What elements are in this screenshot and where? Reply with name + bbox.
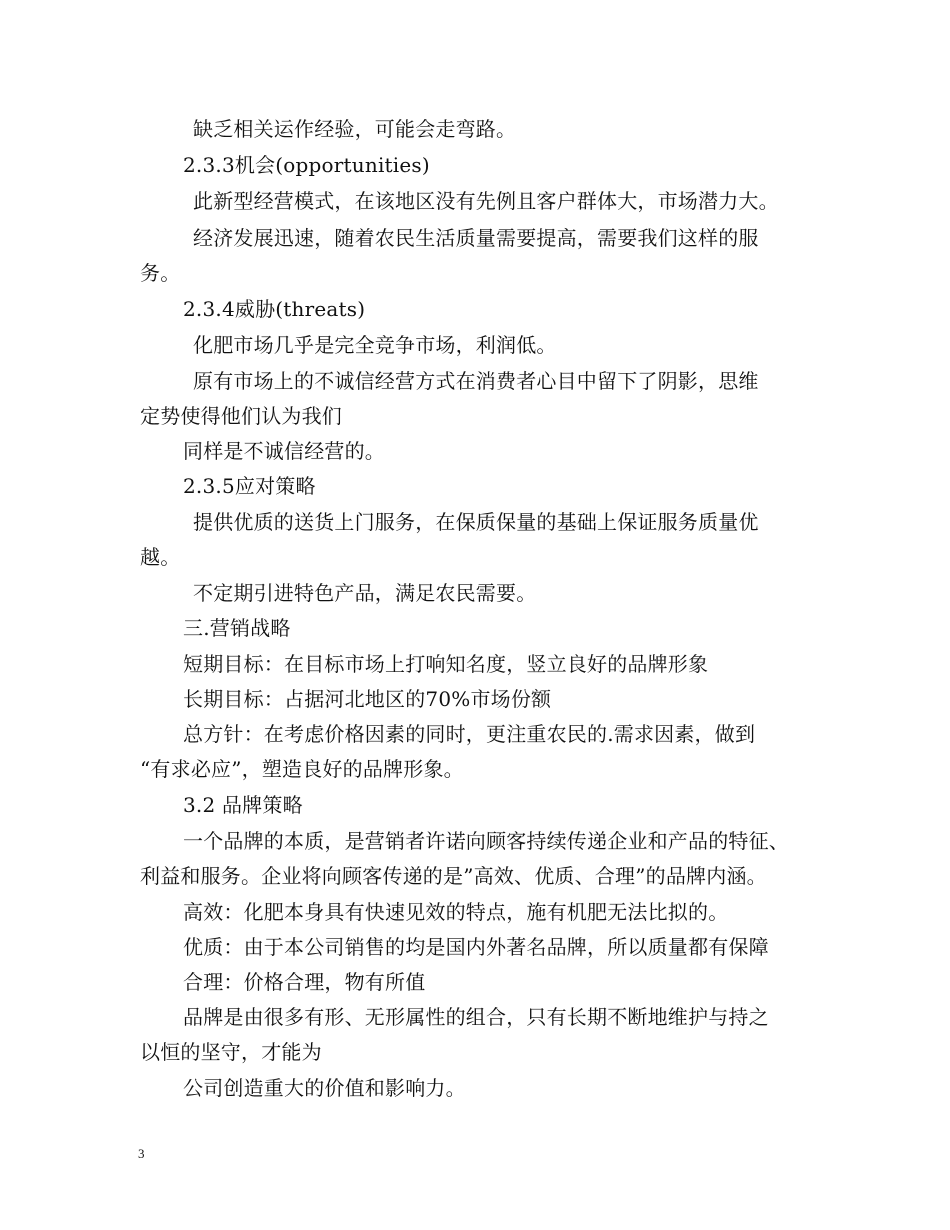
section-heading: 2.3.5应对策略 [183,474,316,498]
section-heading: 三.营销战略 [183,616,291,640]
body-text-line: 长期目标：占据河北地区的70%市场份额 [183,687,552,711]
body-text-line: 公司创造重大的价值和影响力。 [183,1076,466,1100]
section-heading: 2.3.3机会(opportunities) [183,153,430,177]
section-heading: 3.2 品牌策略 [183,793,303,817]
section-heading: 2.3.4威胁(threats) [183,297,366,321]
body-text-line: 原有市场上的不诚信经营方式在消费者心目中留下了阴影，思维 [193,369,759,393]
body-text-line: 同样是不诚信经营的。 [183,439,385,463]
body-text-line: 此新型经营模式，在该地区没有先例且客户群体大，市场潜力大。 [193,189,779,213]
body-text-line: 经济发展迅速，随着农民生活质量需要提高，需要我们这样的服 [193,226,759,250]
body-text-line: 定势使得他们认为我们 [140,404,342,428]
body-text-line: 利益和服务。企业将向顾客传递的是”高效、优质、合理”的品牌内涵。 [140,864,767,888]
body-text-line: 不定期引进特色产品，满足农民需要。 [193,581,537,605]
body-text-line: 以恒的坚守，才能为 [140,1040,322,1064]
body-text-line: 越。 [140,545,181,569]
body-text-line: 一个品牌的本质，是营销者许诺向顾客持续传递企业和产品的特征、 [183,829,789,853]
body-text-line: 总方针：在考虑价格因素的同时，更注重农民的.需求因素，做到 [183,722,756,746]
body-text-line: 高效：化肥本身具有快速见效的特点，施有机肥无法比拟的。 [183,900,729,924]
body-text-line: 短期目标：在目标市场上打响知名度，竖立良好的品牌形象 [183,652,709,676]
body-text-line: 合理：价格合理，物有所值 [183,970,426,994]
body-text-line: 缺乏相关运作经验，可能会走弯路。 [193,117,517,141]
page-number: 3 [138,1146,145,1161]
body-text-line: 提供优质的送货上门服务，在保质保量的基础上保证服务质量优 [193,510,759,534]
body-text-line: “有求必应”，塑造良好的品牌形象。 [140,757,464,781]
body-text-line: 务。 [140,261,181,285]
body-text-line: 优质：由于本公司销售的均是国内外著名品牌，所以质量都有保障 [183,935,769,959]
body-text-line: 化肥市场几乎是完全竞争市场，利润低。 [193,333,557,357]
body-text-line: 品牌是由很多有形、无形属性的组合，只有长期不断地维护与持之 [183,1005,769,1029]
